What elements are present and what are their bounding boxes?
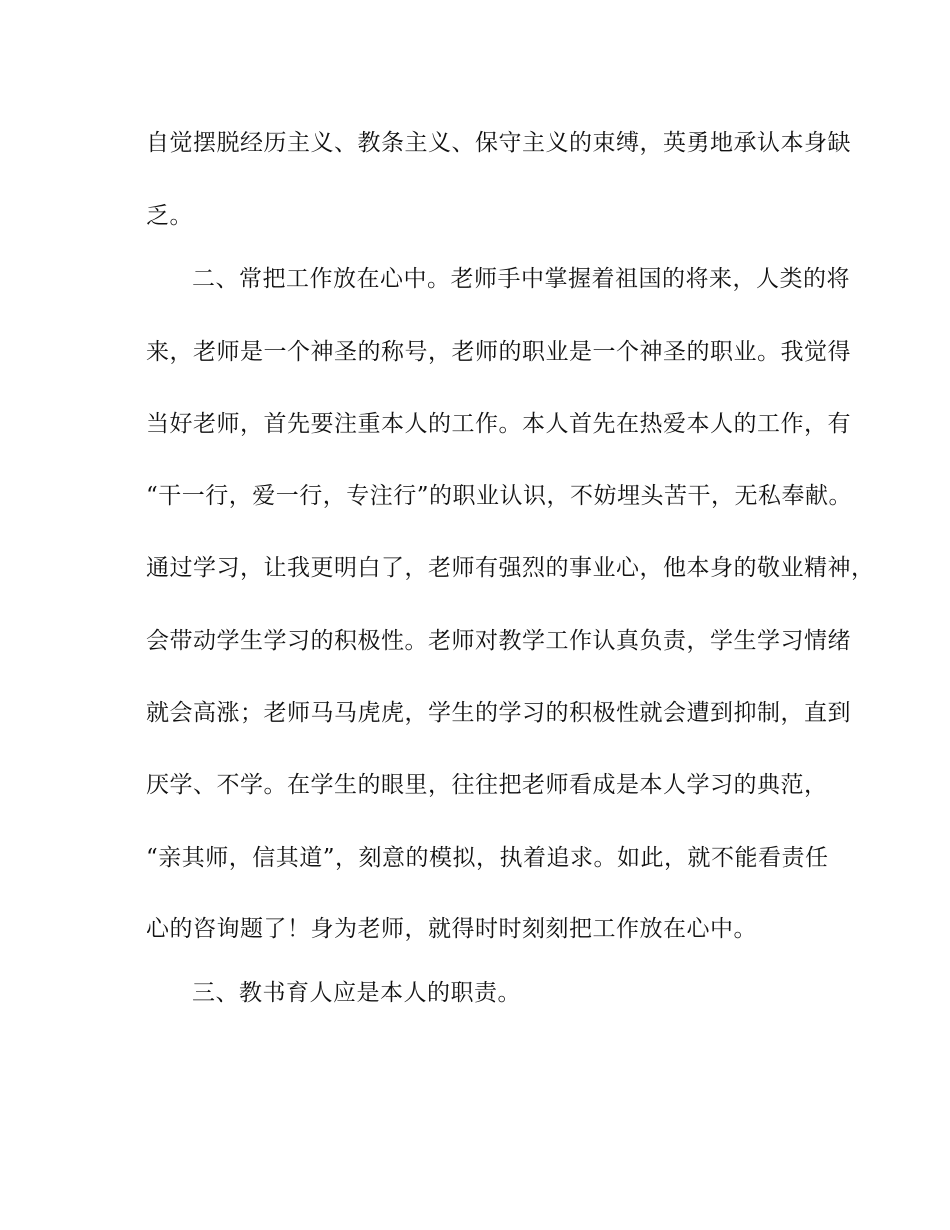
paragraph-line-1: 自觉摆脱经历主义、教条主义、保守主义的束缚，英勇地承认本身缺 [146, 130, 851, 156]
paragraph-line-3: 二、常把工作放在心中。老师手中掌握着祖国的将来，人类的将 [192, 266, 850, 292]
paragraph-line-13: 三、教书育人应是本人的职责。 [192, 980, 521, 1006]
paragraph-line-5: 当好老师，首先要注重本人的工作。本人首先在热爱本人的工作，有 [146, 411, 851, 437]
paragraph-line-8: 会带动学生学习的积极性。老师对教学工作认真负责，学生学习情绪 [146, 628, 851, 654]
paragraph-line-12: 心的咨询题了！身为老师，就得时时刻刻把工作放在心中。 [146, 916, 757, 942]
paragraph-line-9: 就会高涨；老师马马虎虎，学生的学习的积极性就会遭到抑制，直到 [146, 700, 851, 726]
paragraph-line-10: 厌学、不学。在学生的眼里，往往把老师看成是本人学习的典范， [146, 772, 828, 798]
paragraph-line-4: 来，老师是一个神圣的称号，老师的职业是一个神圣的职业。我觉得 [146, 339, 851, 365]
paragraph-line-7: 通过学习，让我更明白了，老师有强烈的事业心，他本身的敬业精神， [146, 555, 875, 581]
paragraph-line-2: 乏。 [146, 203, 193, 229]
paragraph-line-11: “亲其师，信其道”，刻意的模拟，执着追求。如此，就不能看责任 [146, 845, 829, 871]
paragraph-line-6: “干一行，爱一行，专注行”的职业认识，不妨埋头苦干，无私奉献。 [146, 483, 853, 509]
